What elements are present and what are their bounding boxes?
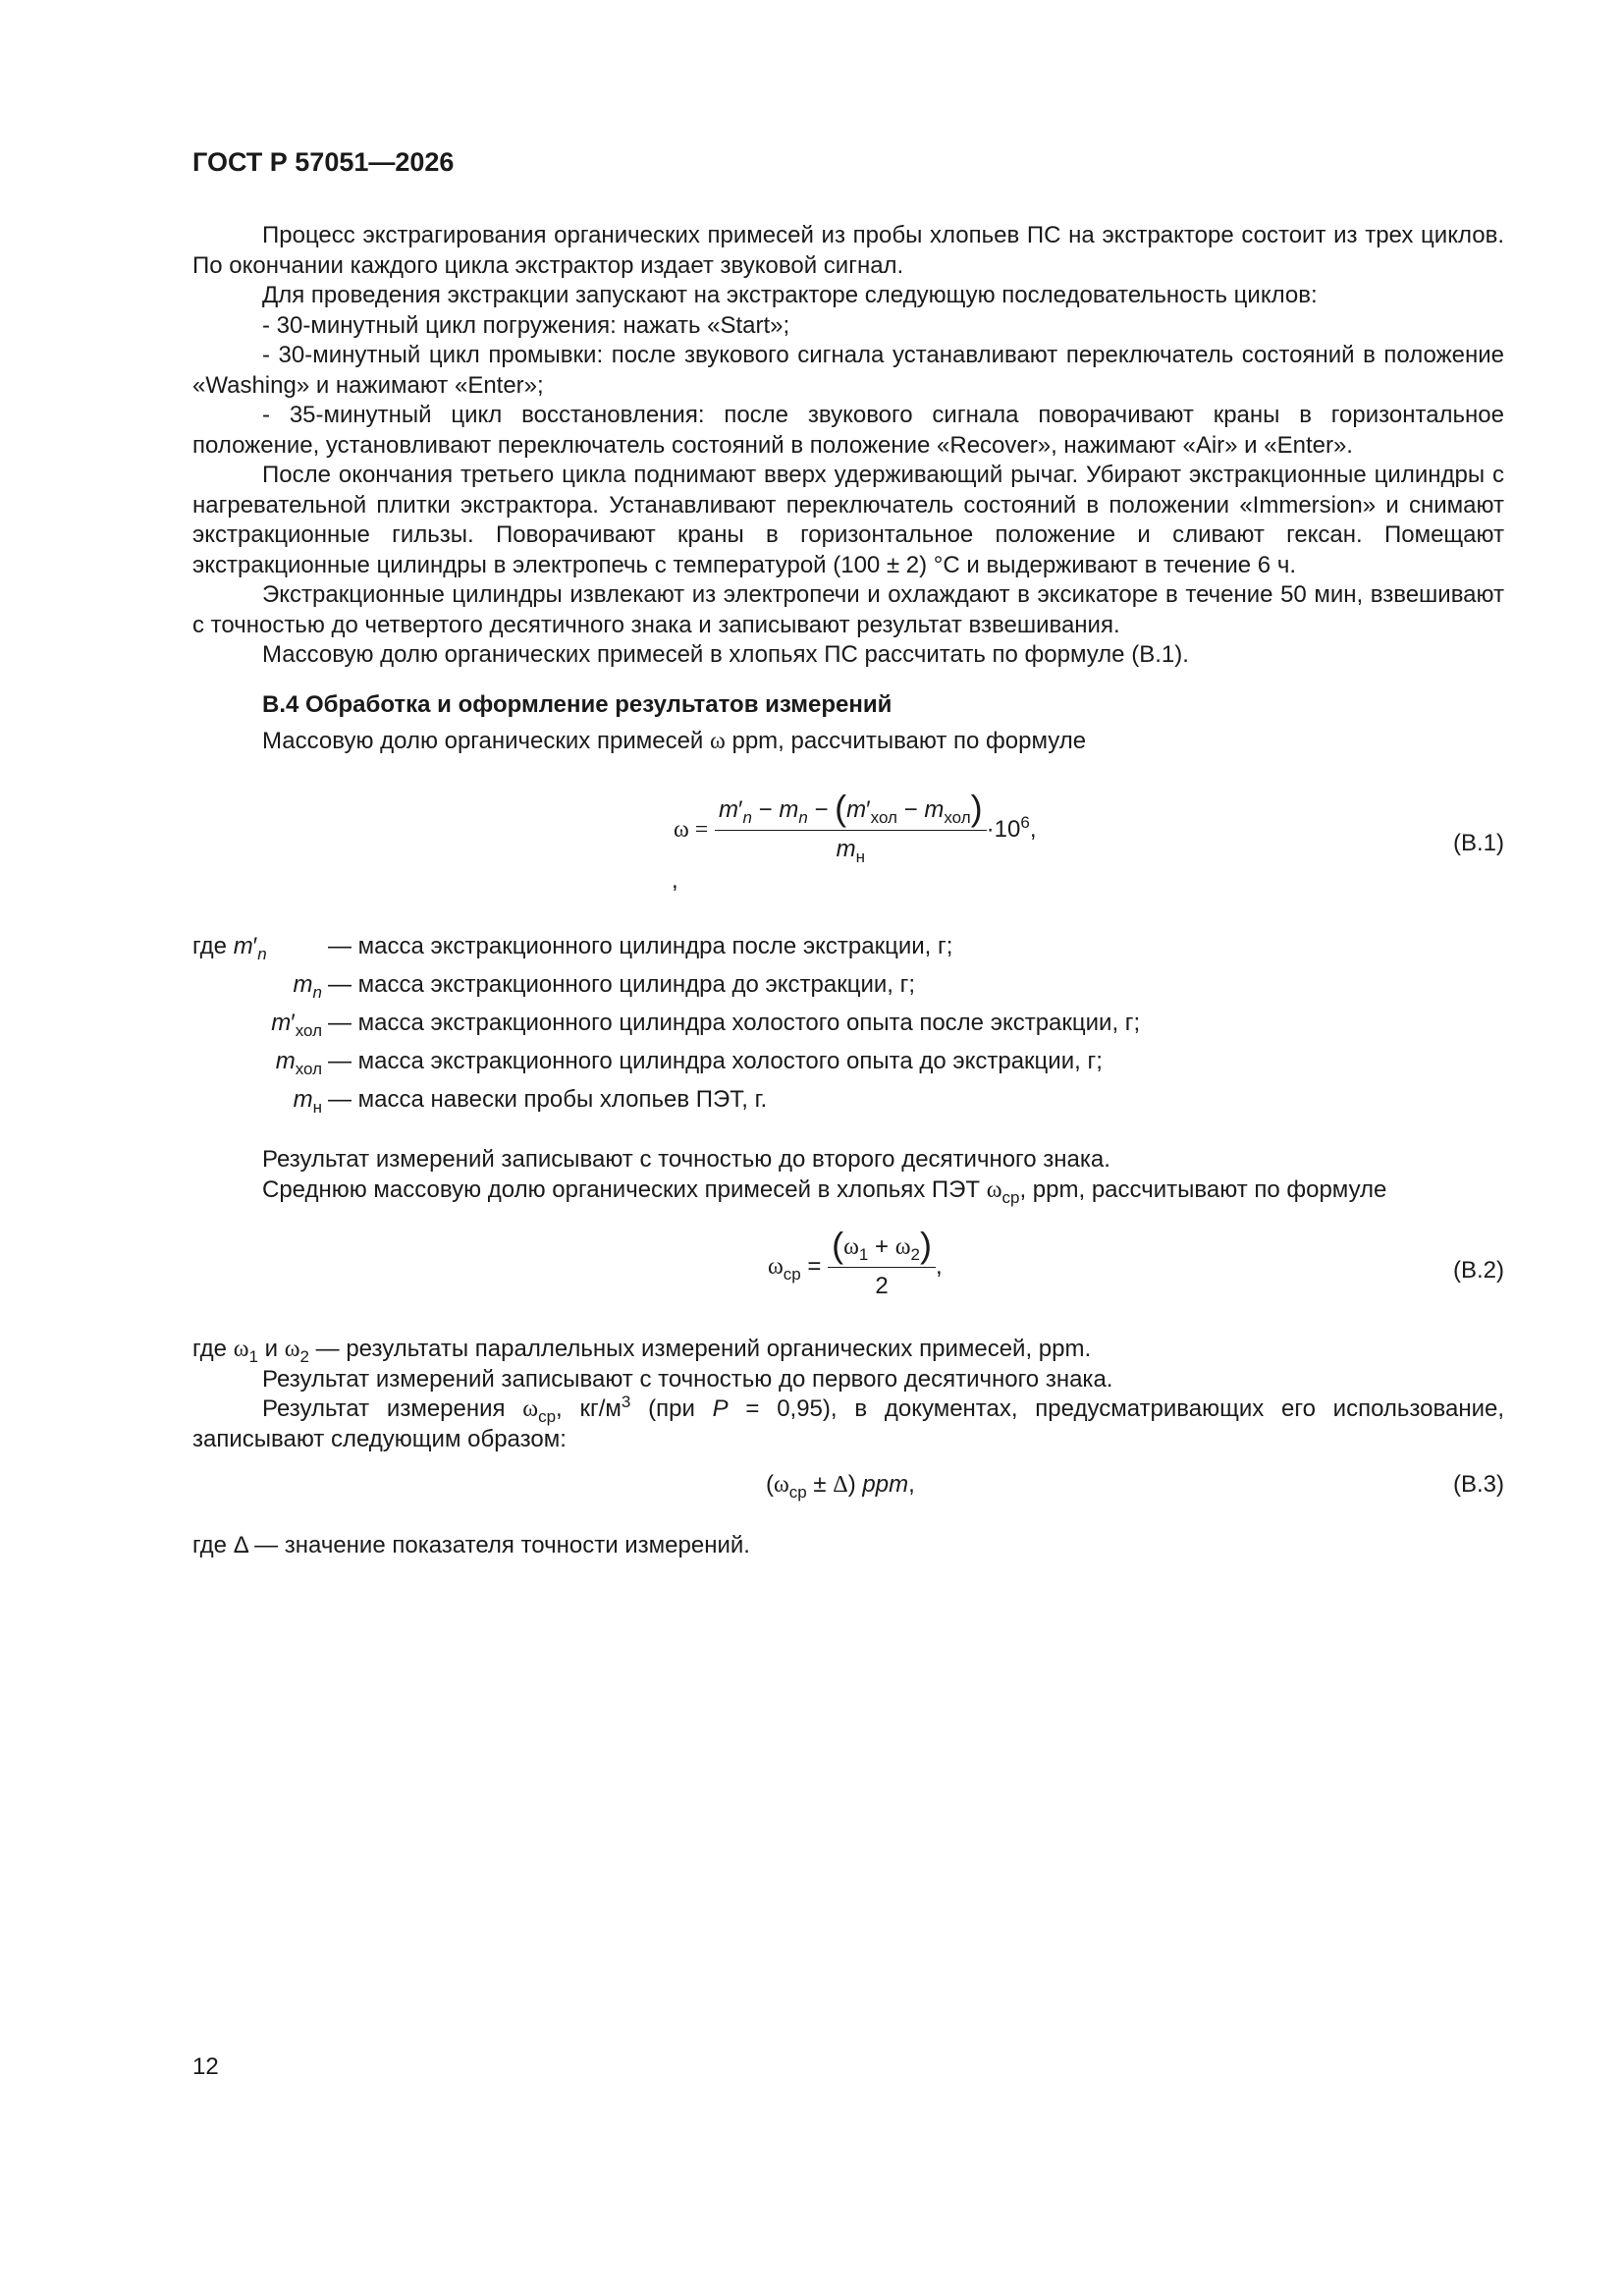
formula-b3 [192,1470,1504,1509]
formula-multiplier: $\cdot 10^6$, [986,812,1037,843]
list-item: - 30-минутный цикл промывки: после звукового сигнала устанавливают переключатель состояний в положение «Washing» и нажимают «Enter»; [192,342,1504,399]
formula-lhs: $\omega_{ср}$ = [768,1252,822,1284]
after-b1 [192,1145,1504,1205]
paragraph: где $\omega_1$ и $\omega_2$ — результаты параллельных измерений органических примесей, ppm. [192,1336,1092,1366]
paragraph: Результат измерения $\omega_{ср}$, $кг/м^3$ (при P = 0,95), в документах, предусматривающих его использование, записывают следующим образом: [192,1393,1504,1452]
equation-number: (В.3) [1452,1471,1504,1498]
formula-fraction [828,1225,936,1301]
paragraph: Среднюю массовую долю органических примесей в хлопьях ПЭТ $\omega_{ср}$, ppm, рассчитывают по формуле [262,1175,1387,1207]
paragraph: Экстракционные цилиндры извлекают из электропечи и охлаждают в эксикаторе в течение 50 мин, взвешивают с точностью до четвертого десятичного знака и записывают результат взвешивания. [192,581,1504,638]
where-item: $m_n$ — масса экстракционного цилиндра до экстракции, г; [293,971,916,1002]
where-item: $m_н$ — масса навески пробы хлопьев ПЭТ, г. [293,1086,768,1117]
formula-b2: $\omega_{ср}$ = $\frac{(\omega_1 + \omega_2)}{2}$ , (В.2) [192,1232,1504,1321]
page-header: ГОСТ Р 57051—2026 [192,147,455,177]
where-list-b1 [192,932,1504,1123]
where-item: где $m'_n$ — масса экстракционного цилиндра после экстракции, г; [192,933,953,963]
paragraph: Массовую долю органических примесей ω ppm, рассчитывают по формуле [262,727,1087,754]
list-item: - 30-минутный цикл погружения: нажать «Start»; [262,311,790,339]
paragraph: Результат измерений записывают с точностью до первого десятичного знака. [262,1365,1113,1393]
after-b2 [192,1335,1504,1454]
list-item: - 35-минутный цикл восстановления: после звукового сигнала поворачивают краны в горизонтальное положение, установливают переключатель состояний в положение «Recover», нажимают «Air» и «Enter». [192,402,1504,459]
equation-number: (В.2) [1452,1257,1504,1284]
paragraph: Массовую долю органических примесей в хлопьях ПС рассчитать по формуле (В.1). [262,641,1189,668]
stray-comma: , [672,867,678,894]
section-b4 [192,690,1504,756]
fraction-numerator: $m'_n - m_n - (m'_{хол} - m_{хол})$ [715,795,987,831]
paragraph: Процесс экстрагирования органических примесей из пробы хлопьев ПС на экстракторе состоит из трех циклов. По окончании каждого цикла экстрактор издает звуковой сигнал. [192,222,1504,279]
fraction-denominator: $m_н$ [836,835,866,866]
where-item: $m'_{хол}$ — масса экстракционного цилиндра холостого опыта после экстракции, г; [271,1010,1141,1040]
paragraph: Для проведения экстракции запускают на экстракторе следующую последовательность циклов: [262,282,1318,308]
fraction-denominator: 2 [875,1272,889,1299]
equation-number: (В.1) [1452,830,1504,856]
paragraph: где Δ — значение показателя точности измерений. [192,1532,750,1558]
formula-b1 [192,788,1504,903]
page-number: 12 [192,2053,219,2080]
paragraph: После окончания третьего цикла поднимают вверх удерживающий рычаг. Убирают экстракционные цилиндры с нагревательной плитки экстрактора. Устанавливают переключатель состояний в положении «Immersion» и снимают экстракционные гильзы. Поворачивают краны в горизонтальное положение и сливают гексан. Помещают экстракционные цилиндры в электропечь с температурой (100 ± 2) °С и выдерживают в течение 6 ч. [192,462,1504,578]
body-text [192,221,1504,671]
formula-lhs: ω = [674,816,709,843]
fraction-numerator: $(\omega_1 + \omega_2)$ [828,1232,936,1268]
where-item: $m_{хол}$ — масса экстракционного цилиндра холостого опыта до экстракции, г; [275,1048,1103,1078]
formula-fraction [715,788,987,866]
paragraph: Результат измерений записывают с точностью до второго десятичного знака. [262,1146,1110,1173]
section-heading: В.4 Обработка и оформление результатов измерений [262,691,893,718]
final-note [192,1531,1504,1561]
formula-expression: $(\omega_{ср} \pm \Delta)$ ppm, [766,1471,915,1502]
